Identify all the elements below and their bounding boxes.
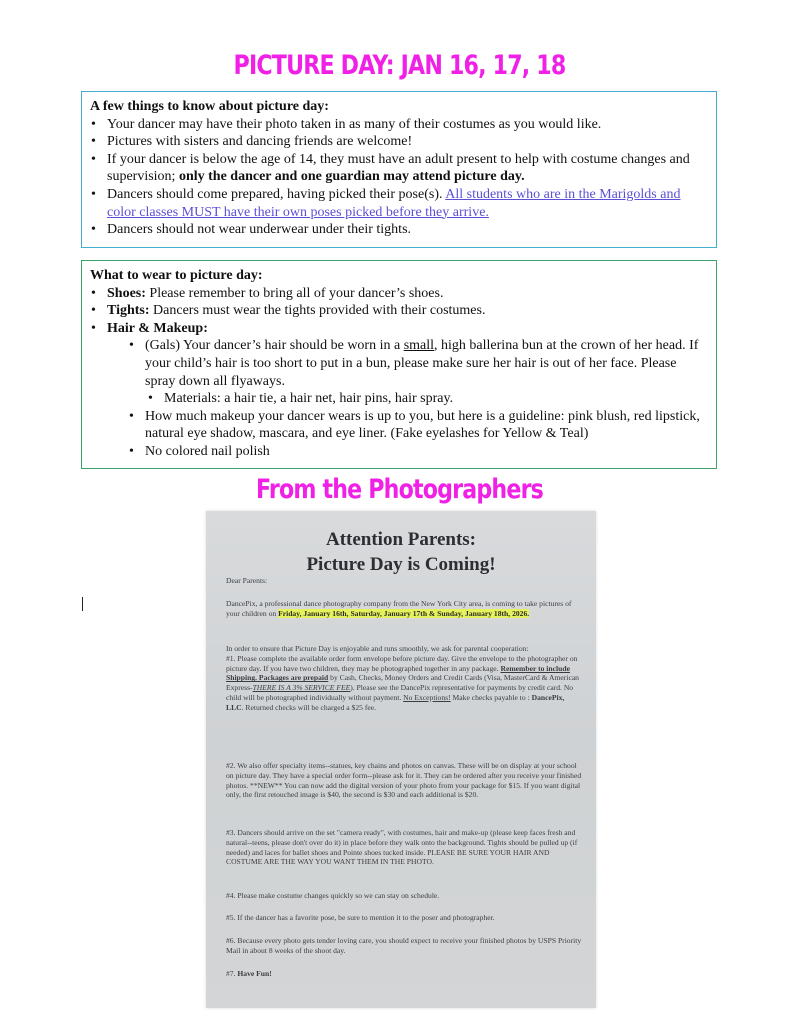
- list-item: • Dancers should not wear underwear under their tights.: [90, 221, 708, 239]
- poses-link[interactable]: All students who are in the Marigolds and color classes MUST have their own poses picked before they arrive.: [107, 186, 681, 220]
- list-item-materials: • Materials: a hair tie, a hair net, hair pins, hair spray.: [147, 390, 708, 408]
- flyer-item-3: #3. Dancers should arrive on the set "camera ready", with costumes, hair and make-up (please keep faces fresh and natural--teens, please don't over do it) in place before they walk onto the background. Tights should be pulled up (if needed) and laces for ballet shoes and Pointe shoes tucked inside. PLEASE BE SURE YOUR HAIR AND COSTUME ARE THE WAY YOU WANT THEM IN THE PHOTO.: [226, 828, 578, 867]
- flyer-salutation: Dear Parents:: [226, 576, 268, 585]
- hair-label: Hair & Makeup:: [107, 320, 208, 336]
- flyer-item-1: [226, 654, 582, 713]
- section-heading: What to wear to picture day:: [90, 268, 263, 283]
- shoes-text: Please remember to bring all of your dancer’s shoes.: [145, 285, 444, 301]
- materials-sublist: [147, 390, 708, 408]
- makeup-sublist: [128, 408, 708, 461]
- list-item-text: If your dancer is below the age of 14, they must have an adult present to help with costume changes and supervision;: [107, 151, 690, 185]
- flyer-item-4: #4. Please make costume changes quickly so we can stay on schedule.: [226, 891, 440, 900]
- flyer-photo: [206, 511, 596, 1008]
- list-item: [90, 186, 708, 221]
- flyer-item-6: #6. Because every photo gets tender loving care, you should expect to receive your finished photos by USPS Priority Mail in about 8 weeks of the shoot day.: [226, 936, 582, 955]
- flyer-text: Make checks payable to :: [450, 692, 532, 702]
- list-item: • Your dancer may have their photo taken in as many of their costumes as you would like.: [90, 116, 708, 134]
- section-heading: A few things to know about picture day:: [90, 99, 329, 114]
- info-list: [90, 116, 708, 239]
- picture-day-info-box: [81, 91, 717, 248]
- list-item: • Pictures with sisters and dancing friends are welcome!: [90, 133, 708, 151]
- list-item-nails: • No colored nail polish: [128, 443, 708, 461]
- text-cursor: [82, 597, 83, 611]
- flyer-fee-note: THERE IS A 3% SERVICE FEE: [252, 683, 351, 693]
- flyer-item-2: #2. We also offer specialty items--statues, key chains and photos on canvas. These will be on display at your school on picture day. They have a special order form--please ask for it. They can be ordered after you receive your finished photos. **NEW** You can now add the digital version of your photo from your package for $15. If you want digital only, the first retouched image is $40, the second is $30 and each additional is $20.: [226, 761, 582, 800]
- flyer-shipping-note: Remember to include Shipping. Packages are prepaid: [226, 663, 570, 683]
- hair-small: small: [403, 338, 435, 354]
- what-to-wear-box: [81, 260, 717, 469]
- flyer-text: . Returned checks will be charged a $25 fee.: [241, 702, 377, 712]
- list-item: [90, 151, 708, 186]
- list-item-hair: [90, 320, 708, 338]
- list-item-tights: [90, 302, 708, 320]
- shoes-label: Shoes:: [107, 285, 146, 301]
- flyer-no-exceptions: No Exceptions!: [403, 692, 451, 702]
- tights-text: Dancers must wear the tights provided with their costumes.: [149, 303, 486, 319]
- flyer-intro-text: DancePix, a professional dance photography company from the New York City area, is coming to take pictures of your children on: [226, 599, 572, 618]
- flyer-text: by Cash, Checks, Money Orders and Credit Cards (Visa, MasterCard & American Express-: [226, 673, 579, 693]
- page-title: PICTURE DAY: JAN 16, 17, 18: [233, 50, 566, 81]
- list-item-shoes: [90, 285, 708, 303]
- hair-sublist: [128, 337, 708, 390]
- hair-text: (Gals) Your dancer’s hair should be worn in a: [145, 338, 404, 354]
- list-item-text: Dancers should come prepared, having picked their pose(s).: [107, 186, 446, 202]
- guardian-rule: only the dancer and one guardian may attend picture day.: [178, 169, 525, 185]
- flyer-payee: DancePix, LLC: [226, 692, 565, 712]
- flyer-para-1-intro: In order to ensure that Picture Day is enjoyable and runs smoothly, we ask for parental cooperation:: [226, 644, 529, 653]
- flyer-have-fun: Have Fun!: [235, 969, 272, 978]
- flyer-text: ). Please see the DancePix representative for payments by credit card. No child will be photographed individually without payment.: [226, 683, 574, 702]
- flyer-text: #1. Please complete the available order form envelope before picture day. Give the envelope to the photographer on picture day. If you have two children, they may be photographed together in any package.: [226, 653, 578, 673]
- flyer-item-5: #5. If the dancer has a favorite pose, be sure to mention it to the poser and photographer.: [226, 913, 495, 922]
- list-item-makeup: • How much makeup your dancer wears is up to you, but here is a guideline: pink blush, red lipstick, natural eye shadow, mascara, and eye liner. (Fake eyelashes for Yellow & Teal): [128, 408, 708, 443]
- photographers-heading: From the Photographers: [255, 474, 544, 505]
- flyer-title-line-2: Picture Day is Coming!: [306, 554, 496, 575]
- list-item-hair-bun: [128, 337, 708, 390]
- flyer-title-line-1: Attention Parents:: [325, 529, 477, 550]
- flyer-para-1: [226, 644, 582, 713]
- flyer-intro: [226, 599, 582, 619]
- flyer-dates: Friday, January 16th, Saturday, January 17th & Sunday, January 18th, 2026.: [278, 608, 530, 618]
- flyer-item-7: [226, 969, 582, 979]
- flyer-item-7-num: #7.: [226, 969, 236, 978]
- tights-label: Tights:: [107, 303, 150, 319]
- wear-list: [90, 285, 708, 338]
- hair-text-rest: , high ballerina bun at the crown of her head. If your child’s hair is too short to put in a bun, please make sure her hair is out of her face. Please spray down all flyaways.: [145, 338, 699, 389]
- flyer-title: [206, 527, 596, 577]
